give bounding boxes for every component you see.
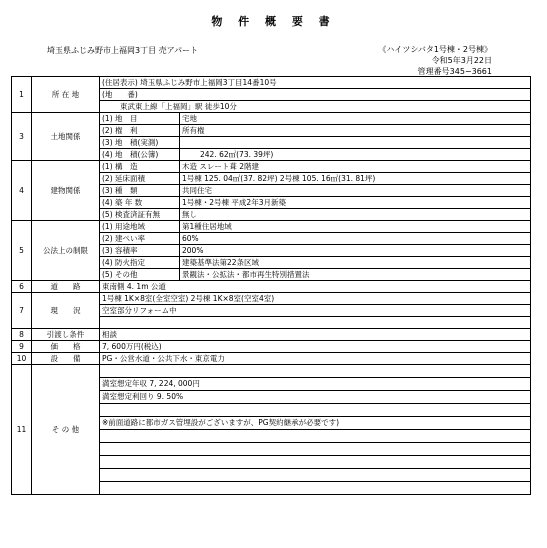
legal-item-value: 第1種住居地域 bbox=[180, 221, 531, 233]
row-number: 9 bbox=[12, 341, 32, 353]
road-value: 東南側 4. 1m 公道 bbox=[100, 281, 531, 293]
lot-number-cell: (地 番) bbox=[100, 89, 531, 101]
row-label-location: 所 在 地 bbox=[32, 77, 100, 113]
other-line bbox=[100, 443, 531, 456]
document-title: 物 件 概 要 書 bbox=[211, 15, 336, 28]
row-number: 1 bbox=[12, 77, 32, 113]
land-item-value: 宅地 bbox=[180, 113, 531, 125]
building-item-key: (5) 検査済証有無 bbox=[100, 209, 180, 221]
land-item-value: 242. 62㎡(73. 39坪) bbox=[180, 149, 531, 161]
building-item-value: 1号棟 125. 04㎡(37. 82坪) 2号棟 105. 16㎡(31. 81坪) bbox=[180, 173, 531, 185]
land-item-key: (2) 権 利 bbox=[100, 125, 180, 137]
legal-item-key: (3) 容積率 bbox=[100, 245, 180, 257]
row-label-land: 土地関係 bbox=[32, 113, 100, 161]
other-line: 満室想定利回り 9. 50% bbox=[100, 391, 531, 404]
other-line bbox=[100, 430, 531, 443]
legal-item-key: (5) その他 bbox=[100, 269, 180, 281]
legal-item-key: (4) 防火指定 bbox=[100, 257, 180, 269]
current-status-line-3 bbox=[100, 317, 531, 329]
row-number: 10 bbox=[12, 353, 32, 365]
row-number: 4 bbox=[12, 161, 32, 221]
row-label-facilities: 設 備 bbox=[32, 353, 100, 365]
row-label-building: 建物関係 bbox=[32, 161, 100, 221]
address-cell bbox=[100, 77, 531, 89]
other-line bbox=[100, 404, 531, 417]
row-number: 5 bbox=[12, 221, 32, 281]
building-item-key: (3) 種 類 bbox=[100, 185, 180, 197]
building-name: 《ハイツシバタ1号棟・2号棟》 bbox=[378, 45, 492, 54]
land-item-key: (3) 地 積(実測) bbox=[100, 137, 180, 149]
header-meta bbox=[346, 44, 492, 77]
row-label-delivery-terms: 引渡し条件 bbox=[32, 329, 100, 341]
other-line: 満室想定年収 7, 224, 000円 bbox=[100, 378, 531, 391]
control-number: 管理番号345−3661 bbox=[417, 67, 492, 76]
other-line bbox=[100, 469, 531, 482]
row-label-current-status: 現 況 bbox=[32, 293, 100, 329]
price-value: 7, 600万円(税込) bbox=[100, 341, 531, 353]
land-item-key: (4) 地 積(公簿) bbox=[100, 149, 180, 161]
land-item-key: (1) 地 目 bbox=[100, 113, 180, 125]
current-status-line-1: 1号棟 1K×8室(全室空室) 2号棟 1K×8室(空室4室) bbox=[100, 293, 531, 305]
building-item-key: (4) 築 年 数 bbox=[100, 197, 180, 209]
other-line bbox=[100, 482, 531, 495]
row-number: 7 bbox=[12, 293, 32, 329]
address-label: (住居表示) bbox=[102, 77, 138, 87]
row-label-price: 価 格 bbox=[32, 341, 100, 353]
legal-item-value: 建築基準法第22条区域 bbox=[180, 257, 531, 269]
current-status-line-2: 空室部分リフォーム中 bbox=[100, 305, 531, 317]
row-number: 6 bbox=[12, 281, 32, 293]
building-item-value: 木造 スレート葺 2階建 bbox=[180, 161, 531, 173]
legal-item-value: 60% bbox=[180, 233, 531, 245]
land-item-value bbox=[180, 137, 531, 149]
row-label-road: 道 路 bbox=[32, 281, 100, 293]
land-item-value: 所有権 bbox=[180, 125, 531, 137]
row-number: 11 bbox=[12, 365, 32, 495]
other-line bbox=[100, 365, 531, 378]
legal-item-value: 200% bbox=[180, 245, 531, 257]
legal-item-key: (2) 建ぺい率 bbox=[100, 233, 180, 245]
row-label-other: そ の 他 bbox=[32, 365, 100, 495]
building-item-value: 1号棟・2号棟 平成2年3月新築 bbox=[180, 197, 531, 209]
property-location-line: 埼玉県ふじみ野市上福岡3丁目 売アパート bbox=[47, 46, 198, 55]
building-item-value: 共同住宅 bbox=[180, 185, 531, 197]
building-item-key: (2) 延床面積 bbox=[100, 173, 180, 185]
property-summary-table bbox=[11, 76, 531, 495]
other-line: ※前面道路に都市ガス管埋設がございますが、PG契約継承が必要です) bbox=[100, 417, 531, 430]
other-line bbox=[100, 456, 531, 469]
station-access: 東武東上線「上福岡」駅 徒歩10分 bbox=[100, 101, 531, 113]
delivery-terms-value: 相談 bbox=[100, 329, 531, 341]
legal-item-key: (1) 用途地域 bbox=[100, 221, 180, 233]
facilities-value: PG・公営水道・公共下水・東京電力 bbox=[100, 353, 531, 365]
row-label-legal-restrictions: 公法上の制限 bbox=[32, 221, 100, 281]
address-value: 埼玉県ふじみ野市上福岡3丁目14番10号 bbox=[140, 77, 277, 87]
row-number: 8 bbox=[12, 329, 32, 341]
row-number: 3 bbox=[12, 113, 32, 161]
building-item-value: 無し bbox=[180, 209, 531, 221]
building-item-key: (1) 構 造 bbox=[100, 161, 180, 173]
legal-item-value: 景観法・公拡法・都市再生特別措置法 bbox=[180, 269, 531, 281]
document-date: 令和5年3月22日 bbox=[431, 56, 492, 65]
